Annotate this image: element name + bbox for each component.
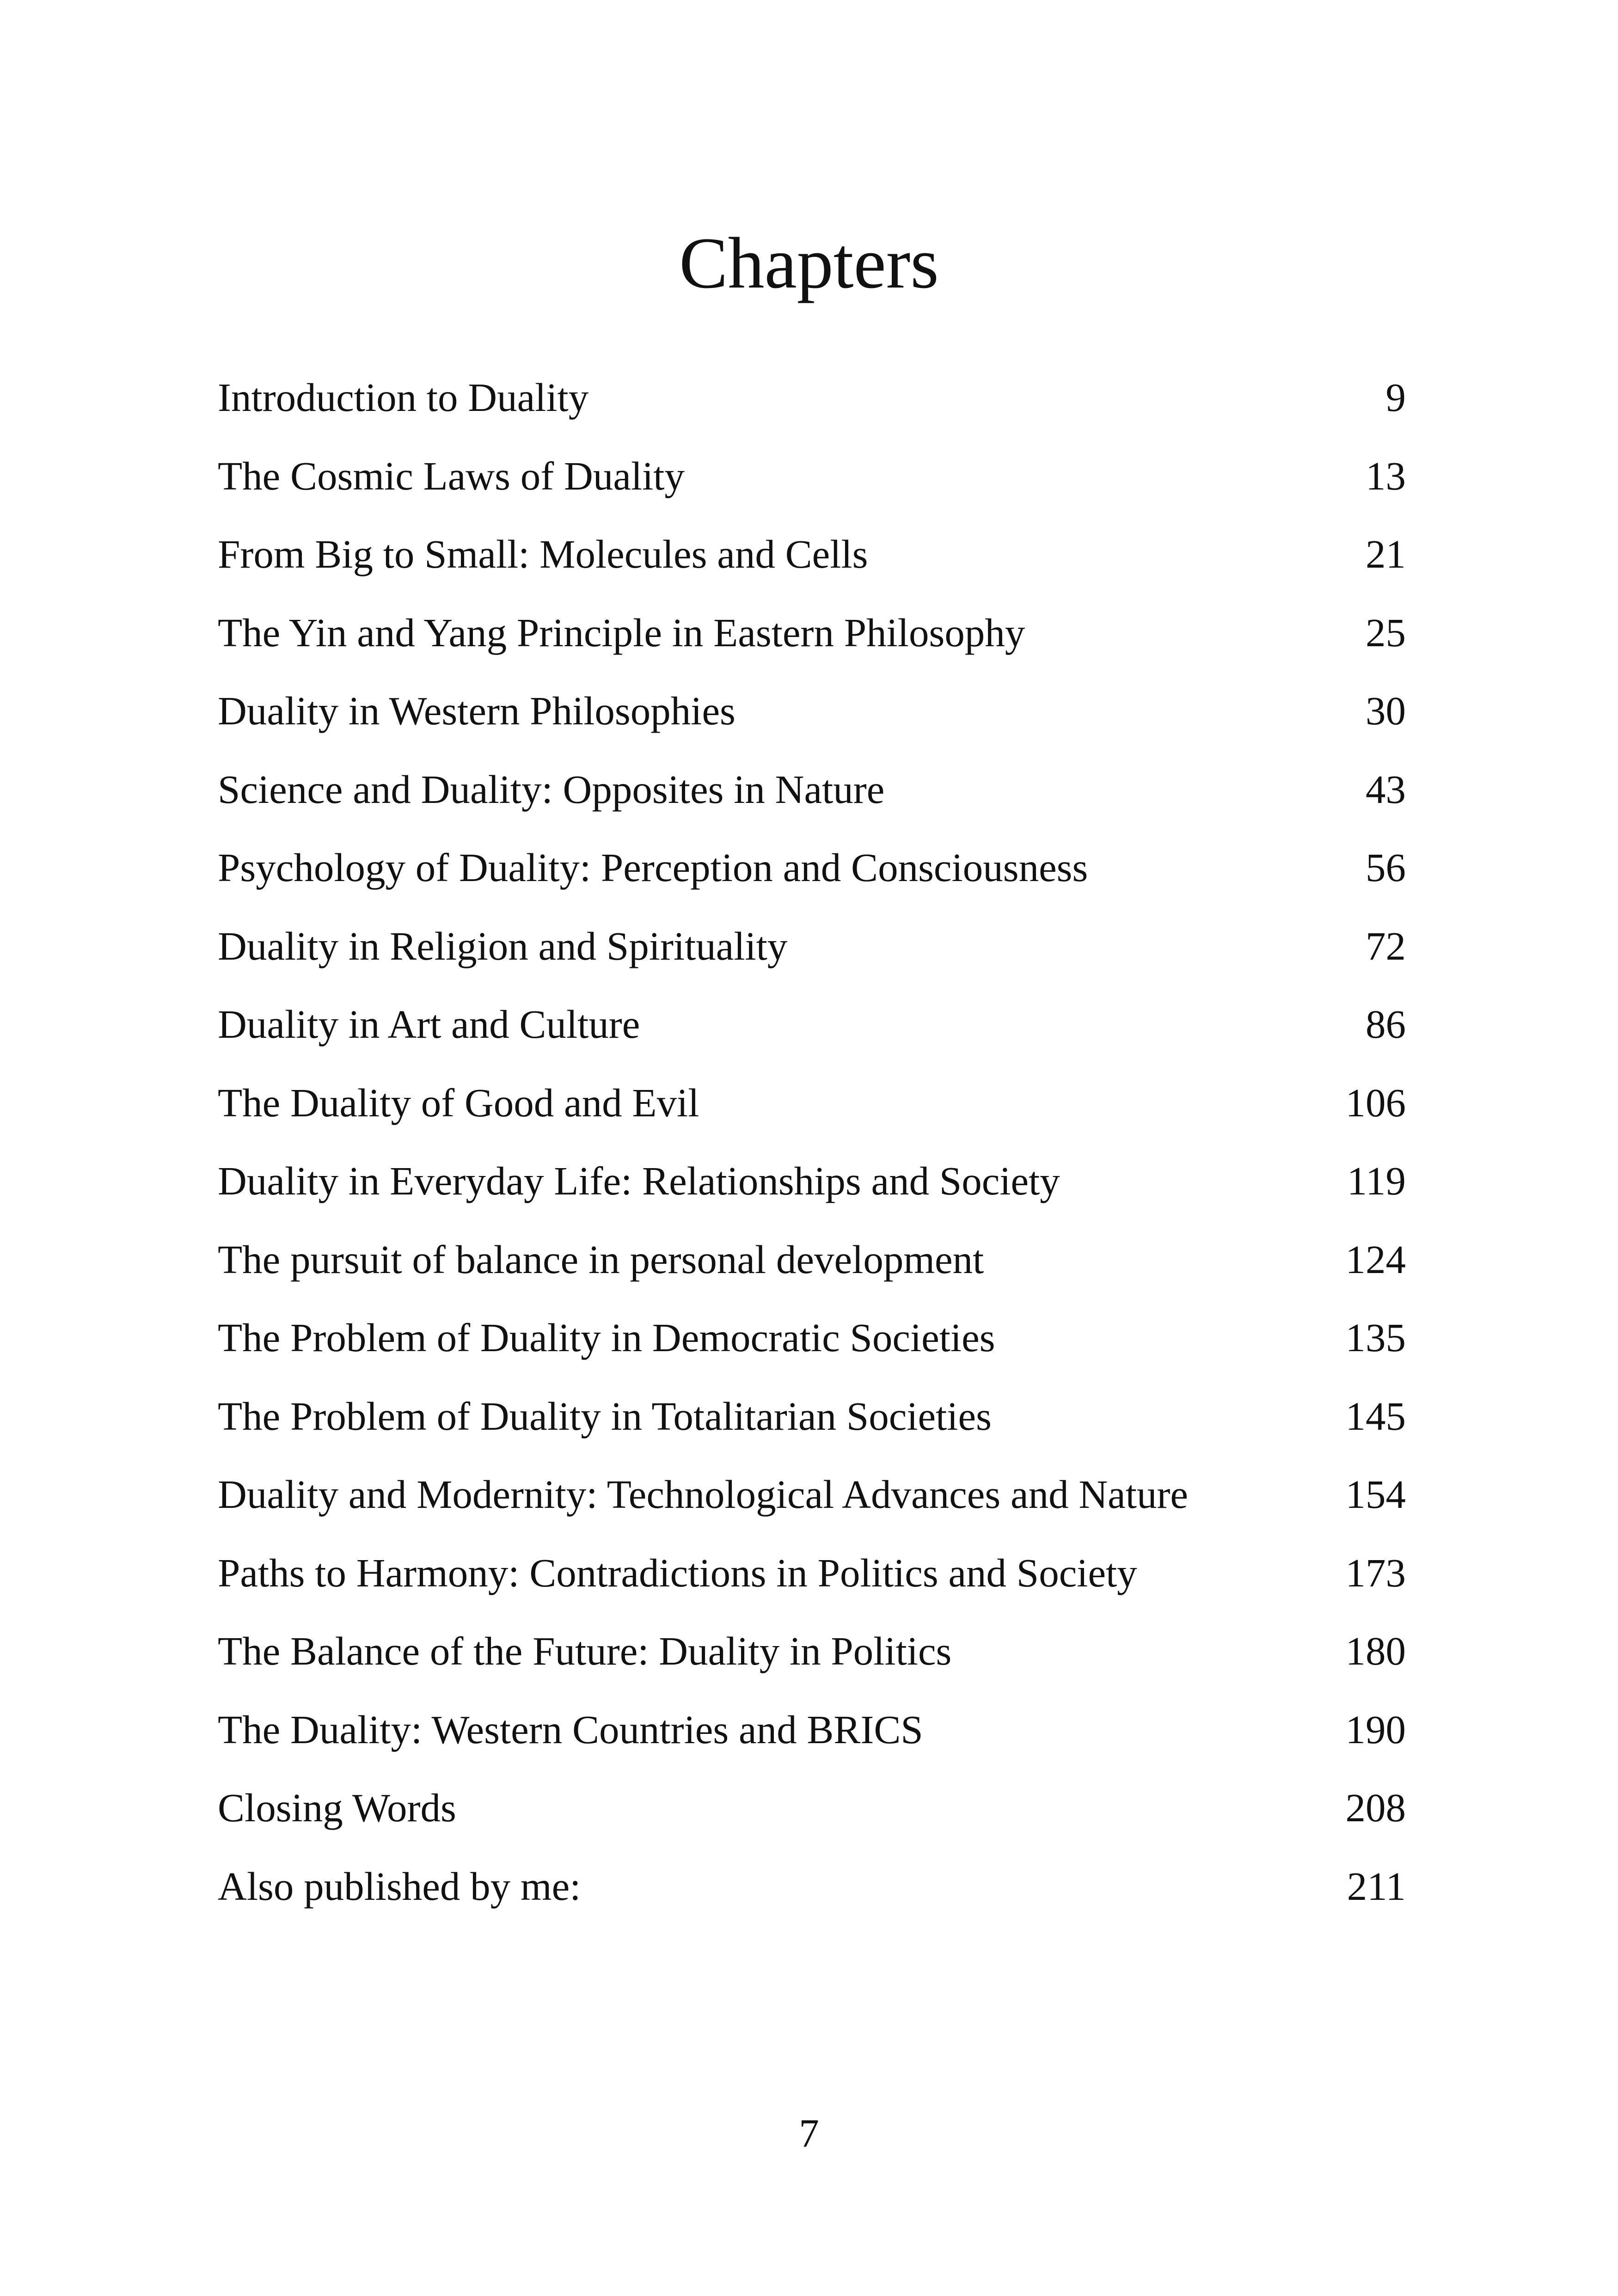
toc-entry-title: Science and Duality: Opposites in Nature [218,766,885,812]
toc-entry-title: The Problem of Duality in Totalitarian Societies [218,1393,992,1439]
toc-entry [218,1227,1406,1306]
toc-entry-title: Duality in Religion and Spirituality [218,923,788,968]
toc-entry-title: From Big to Small: Molecules and Cells [218,532,868,576]
toc-entry-page: 25 [1366,610,1406,655]
toc-entry-title: Duality in Everyday Life: Relationships and Society [218,1158,1060,1203]
toc-entry [218,1071,1406,1149]
toc-entry-title: The Yin and Yang Principle in Eastern Philosophy [218,610,1025,655]
toc-entry-page: 211 [1347,1863,1406,1909]
toc-entry-page: 190 [1345,1707,1406,1752]
toc-entry-page: 154 [1345,1472,1406,1517]
toc-entry [218,522,1406,600]
toc-entry-title: Duality and Modernity: Technological Advances and Nature [218,1472,1189,1517]
toc-entry-title: Also published by me: [218,1863,581,1909]
toc-entry [218,1776,1406,1854]
toc-entry-page: 208 [1345,1785,1406,1830]
toc-entry [218,1305,1406,1384]
page-number: 7 [799,2111,819,2155]
toc-entry-page: 173 [1345,1550,1406,1595]
toc-entry-page: 21 [1366,532,1406,576]
toc-entry [218,1697,1406,1776]
toc-entry-title: The Duality of Good and Evil [218,1080,699,1125]
table-of-contents [218,365,1406,1932]
toc-entry-page: 86 [1366,1002,1406,1047]
toc-entry-page: 9 [1385,375,1406,420]
toc-entry [218,365,1406,444]
toc-entry [218,1541,1406,1619]
toc-entry-page: 135 [1345,1315,1406,1360]
toc-entry-title: Closing Words [218,1785,456,1830]
toc-entry [218,600,1406,679]
toc-entry [218,914,1406,992]
toc-entry [218,1384,1406,1463]
toc-entry-title: Duality in Art and Culture [218,1002,640,1047]
toc-entry-title: The pursuit of balance in personal development [218,1237,984,1282]
toc-entry [218,835,1406,914]
toc-entry [218,444,1406,522]
toc-entry-page: 30 [1366,688,1406,733]
toc-entry-title: Paths to Harmony: Contradictions in Politics and Society [218,1550,1137,1595]
toc-entry-page: 124 [1345,1237,1406,1282]
toc-entry-page: 106 [1345,1080,1406,1125]
toc-entry [218,1619,1406,1697]
toc-entry [218,757,1406,836]
toc-entry-page: 13 [1366,453,1406,498]
toc-entry [218,679,1406,757]
toc-entry-page: 56 [1366,845,1406,890]
toc-entry [218,992,1406,1071]
toc-entry [218,1462,1406,1541]
toc-entry-page: 119 [1347,1158,1406,1203]
toc-entry-page: 180 [1345,1629,1406,1673]
toc-entry [218,1149,1406,1227]
toc-entry [218,1854,1406,1933]
toc-entry-page: 72 [1366,923,1406,968]
toc-entry-page: 43 [1366,766,1406,812]
toc-entry-title: Psychology of Duality: Perception and Consciousness [218,845,1088,890]
toc-entry-title: The Cosmic Laws of Duality [218,453,685,498]
toc-entry-title: Duality in Western Philosophies [218,688,735,733]
page-title: Chapters [679,223,939,304]
toc-entry-title: Introduction to Duality [218,375,589,420]
toc-entry-page: 145 [1345,1393,1406,1439]
toc-entry-title: The Problem of Duality in Democratic Societies [218,1315,995,1360]
toc-entry-title: The Balance of the Future: Duality in Politics [218,1629,952,1673]
toc-entry-title: The Duality: Western Countries and BRICS [218,1707,923,1752]
